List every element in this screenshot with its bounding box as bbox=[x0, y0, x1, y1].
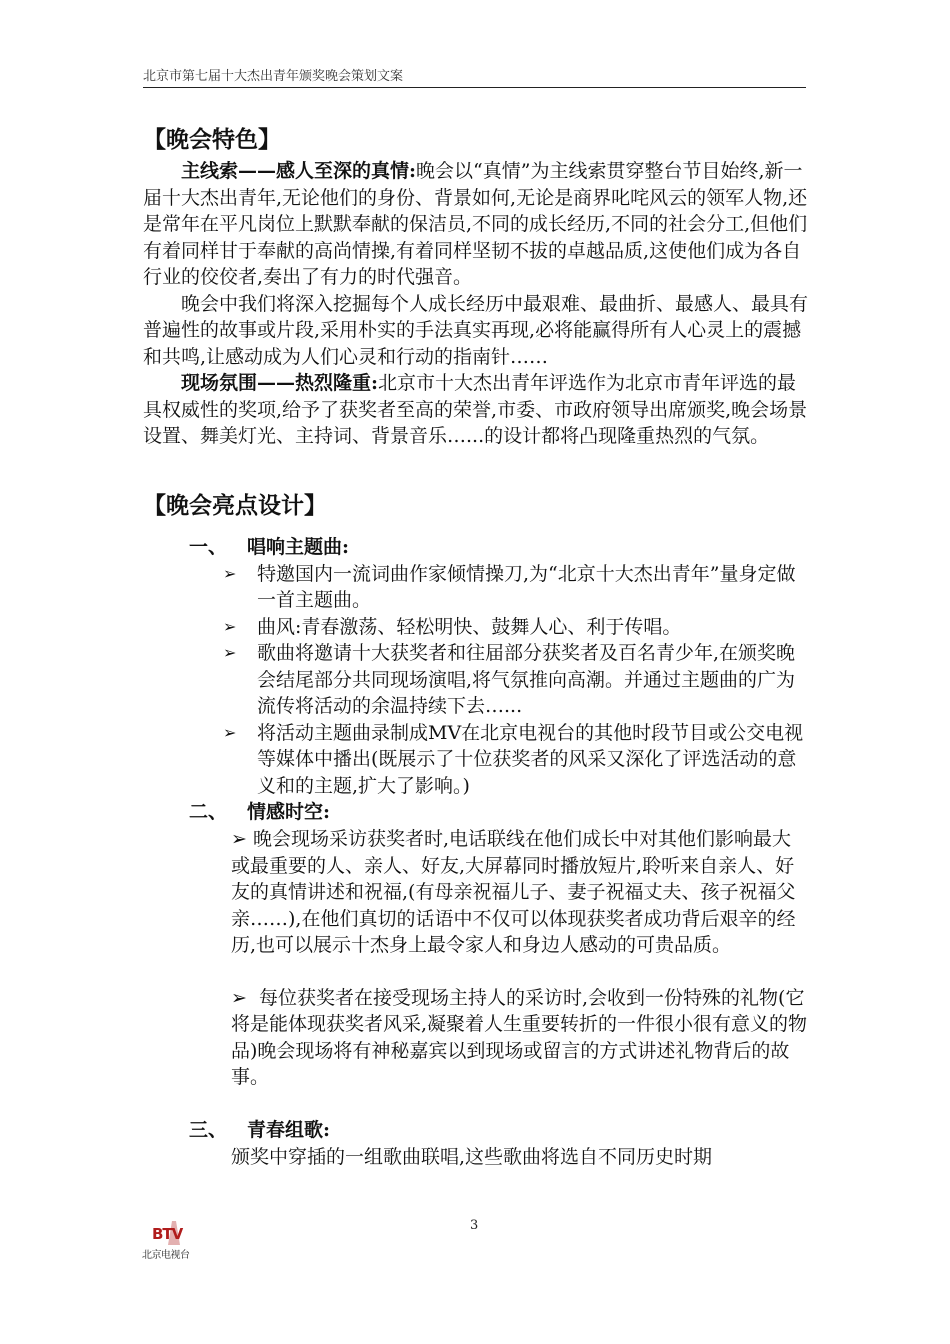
list-item bbox=[223, 720, 808, 800]
logo-caption: 北京电视台 bbox=[142, 1250, 190, 1261]
header-title: 北京市第七届十大杰出青年颁奖晚会策划文案 bbox=[143, 69, 404, 84]
page-header bbox=[143, 67, 806, 88]
list-item-text: 曲风:青春激荡、轻松明快、鼓舞人心、利于传唱。 bbox=[257, 615, 682, 638]
highlight-heading-3 bbox=[143, 1117, 808, 1144]
list-item-text: 歌曲将邀请十大获奖者和往届部分获奖者及百名青少年,在颁奖晚会结尾部分共同现场演唱,将气氛推向高潮。并通过主题曲的广为流传将活动的余温持续下去…... bbox=[257, 642, 796, 717]
logo-text: BTV bbox=[152, 1225, 183, 1243]
highlight-3-para-1 bbox=[143, 1144, 808, 1171]
paragraph-text: 颁奖中穿插的一组歌曲联唱,这些歌曲将选自不同历史时期 bbox=[231, 1145, 713, 1168]
highlight-number: 三、 bbox=[189, 1118, 228, 1141]
section-title-features: 【晚会特色】 bbox=[143, 126, 281, 153]
list-item bbox=[223, 614, 808, 641]
paragraph-lead: 现场氛围——热烈隆重: bbox=[181, 372, 379, 394]
arrow-bullet-icon: ➢ bbox=[231, 986, 259, 1009]
highlight-heading-2 bbox=[143, 799, 808, 826]
paragraph-text: 北京市十大杰出青年评选作为北京市青年评选的最具权威性的奖项,给予了获奖者至高的荣誉,市委、市政府领导出席颁奖,晚会场景设置、舞美灯光、主持词、背景音乐…...的设计都将凸现隆重热烈的气氛。 bbox=[143, 372, 808, 447]
highlight-2-para-1 bbox=[143, 826, 808, 959]
paragraph-text: 晚会以“真情”为主线索贯穿整台节目始终,新一届十大杰出青年,无论他们的身份、背景如何,无论是商界叱咤风云的领军人物,还是常年在平凡岗位上默默奉献的保洁员,不同的成长经历,不同的社会分工,但他们有着同样甘于奉献的高尚情操,有着同样坚韧不拔的卓越品质,这使他们成为各自行业的佼佼者,奏出了有力的时代强音。 bbox=[143, 160, 808, 288]
paragraph-text: 晚会现场采访获奖者时,电话联线在他们成长中对其他们影响最大或最重要的人、亲人、好友,大屏幕同时播放短片,聆听来自亲人、好友的真情讲述和祝福,(有母亲祝福儿子、妻子祝福丈夫、孩子祝福父亲……),在他们真切的话语中不仅可以体现获奖者成功背后艰辛的经历,也可以展示十杰身上最令家人和身边人感动的可贵品质。 bbox=[231, 828, 796, 956]
arrow-bullet-icon: ➢ bbox=[223, 563, 237, 583]
arrow-bullet-icon: ➢ bbox=[223, 616, 237, 636]
highlight-title: 唱响主题曲: bbox=[247, 535, 350, 558]
paragraph-text: 每位获奖者在接受现场主持人的采访时,会收到一份特殊的礼物(它将是能体现获奖者风采,凝聚着人生重要转折的一件很小很有意义的物品)晚会现场将有神秘嘉宾以到现场或留言的方式讲述礼物背后的故事。 bbox=[231, 986, 808, 1088]
btv-logo bbox=[142, 1219, 208, 1263]
paragraph-stories bbox=[143, 291, 808, 371]
highlight-number: 一、 bbox=[189, 535, 228, 558]
list-item-text: 将活动主题曲录制成MV在北京电视台的其他时段节目或公交电视等媒体中播出(既展示了十位获奖者的风采又深化了评选活动的意义和的主题,扩大了影响。) bbox=[257, 721, 804, 797]
highlight-2-para-2 bbox=[143, 985, 808, 1091]
highlight-title: 情感时空: bbox=[247, 801, 331, 823]
arrow-bullet-icon: ➢ bbox=[223, 643, 237, 662]
highlight-heading-1 bbox=[143, 534, 808, 561]
list-item bbox=[223, 561, 808, 614]
list-item bbox=[223, 640, 808, 720]
list-item-text: 特邀国内一流词曲作家倾情操刀,为“北京十大杰出青年”量身定做一首主题曲。 bbox=[257, 562, 796, 611]
paragraph-lead: 主线索——感人至深的真情: bbox=[181, 160, 417, 182]
section-title-highlights: 【晚会亮点设计】 bbox=[143, 491, 327, 519]
highlight-1-bullets bbox=[143, 561, 808, 800]
paragraph-text: 晚会中我们将深入挖掘每个人成长经历中最艰难、最曲折、最感人、最具有普遍性的故事或片段,采用朴实的手法真实再现,必将能赢得所有人心灵上的震撼和共鸣,让感动成为人们心灵和行动的指南针…… bbox=[143, 292, 809, 368]
arrow-bullet-icon: ➢ bbox=[231, 828, 253, 850]
paragraph-main-thread bbox=[143, 158, 808, 291]
document-body bbox=[143, 122, 808, 1170]
paragraph-atmosphere bbox=[143, 370, 808, 450]
highlight-title: 青春组歌: bbox=[247, 1118, 331, 1141]
page-number: 3 bbox=[470, 1218, 479, 1233]
highlight-number: 二、 bbox=[189, 801, 228, 823]
arrow-bullet-icon: ➢ bbox=[223, 722, 237, 742]
